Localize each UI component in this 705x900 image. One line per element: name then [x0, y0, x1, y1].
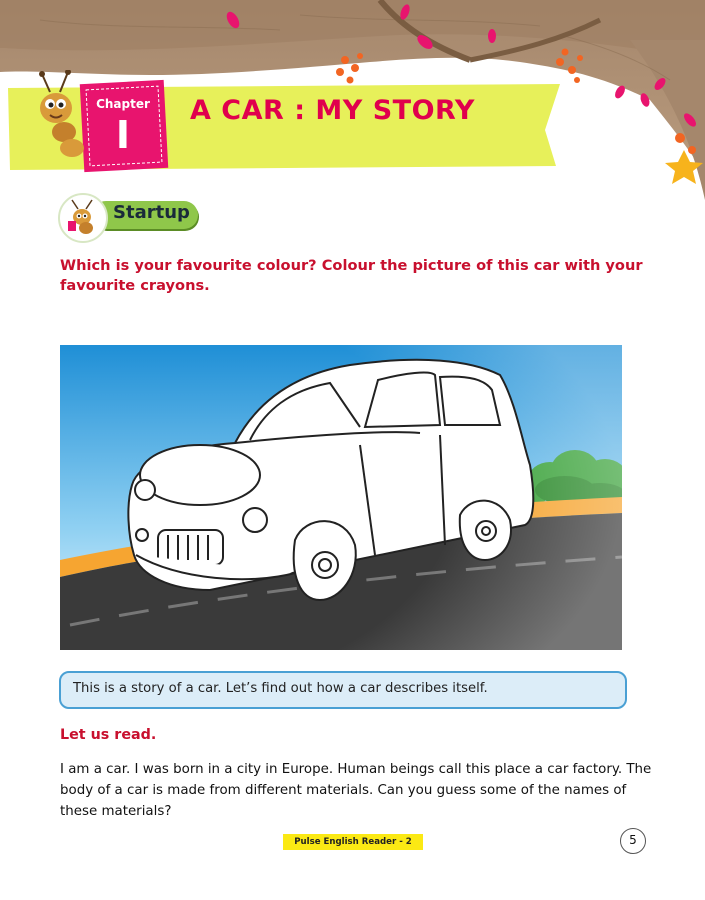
startup-label: Startup: [113, 202, 190, 223]
section-heading-let-us-read: Let us read.: [60, 727, 157, 743]
ant-icon: [58, 193, 108, 243]
chapter-number: I: [115, 113, 131, 157]
page-number: 5: [620, 828, 646, 854]
page-title: A CAR : MY STORY: [190, 95, 475, 126]
story-paragraph: I am a car. I was born in a city in Europe. Human beings call this place a car factory. The body of a car is made from different materials. Can you guess some of the names of these materials?: [60, 762, 652, 819]
chapter-label: Chapter: [96, 97, 150, 111]
footer-book-title: Pulse English Reader - 2: [283, 834, 423, 850]
car-illustration: [60, 345, 622, 650]
startup-question: Which is your favourite colour? Colour the picture of this car with your favourite crayons.: [60, 257, 643, 294]
intro-text: This is a story of a car. Let’s find out how a car describes itself.: [73, 681, 488, 696]
ant-mascot-icon: [28, 70, 88, 160]
